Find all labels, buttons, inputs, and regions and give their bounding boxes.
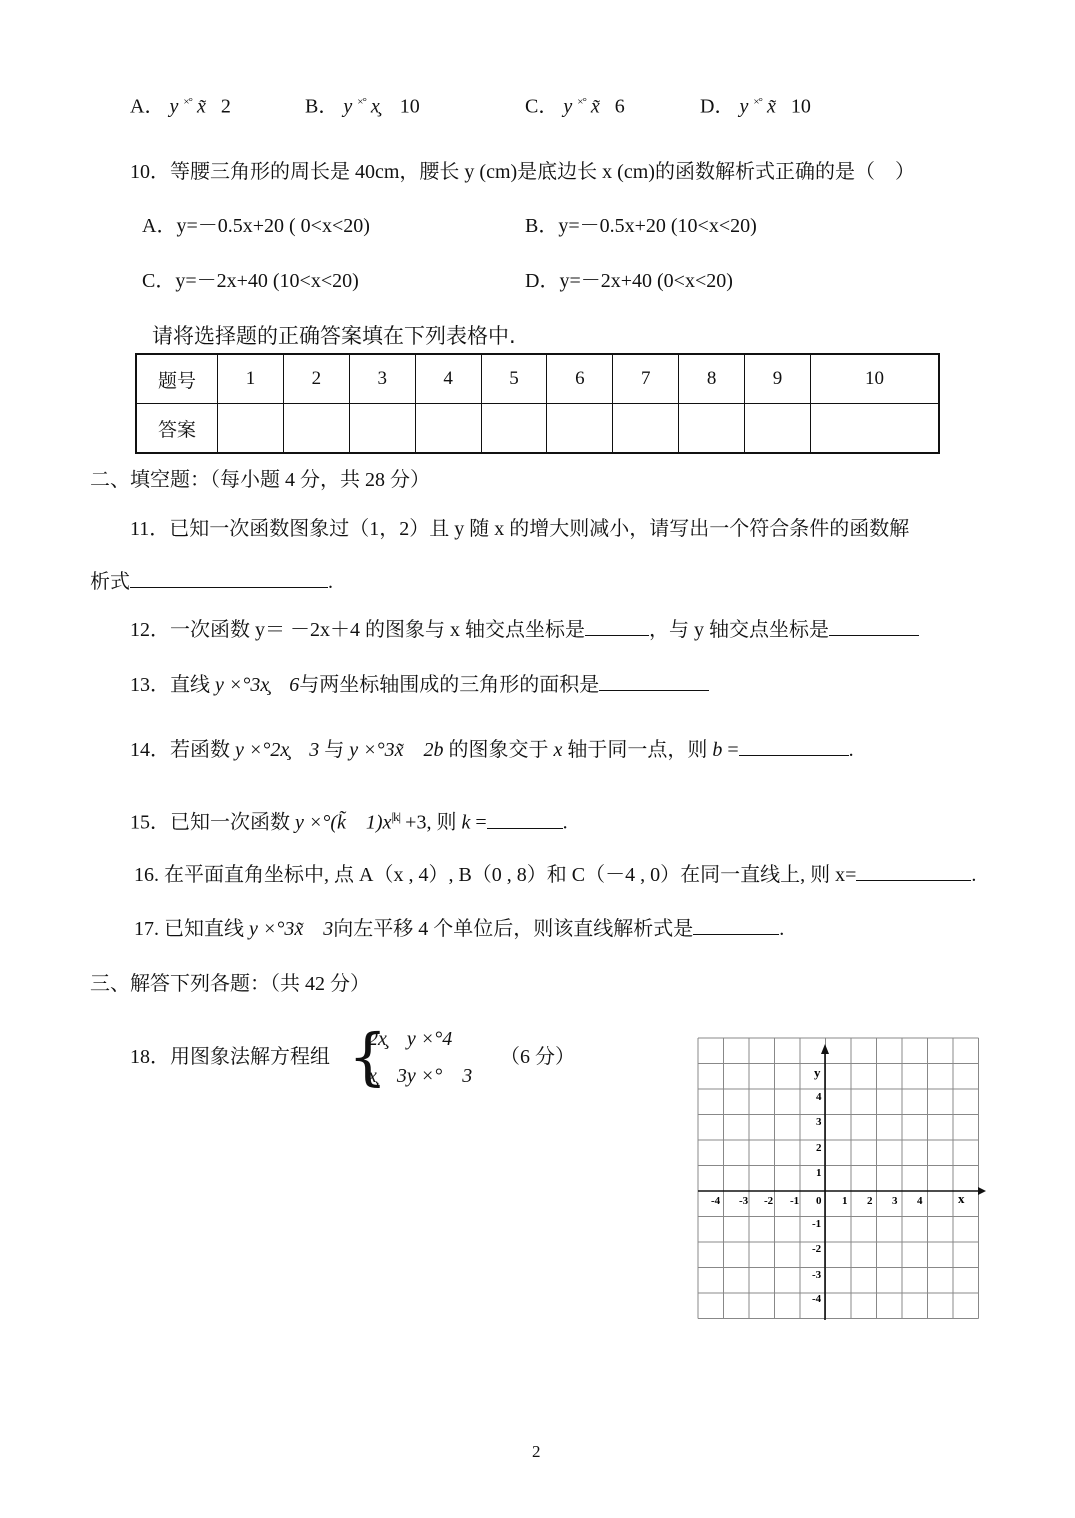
question-number-cell: 8 (679, 354, 745, 404)
q14-text: 14．若函数 (130, 739, 230, 761)
question-number-cell: 3 (349, 354, 415, 404)
x-tick-label: 0 (816, 1195, 822, 1207)
q17 (134, 914, 784, 941)
q16-text: 16. 在平面直角坐标中, 点 A（x , 4）, B（0 , 8）和 C（－4 , 0）在同一直线上, 则 x= (134, 864, 857, 886)
table-row (136, 354, 939, 404)
answer-cell[interactable] (349, 404, 415, 454)
math-var: x̧ (370, 95, 380, 118)
y-axis-arrow (821, 1044, 829, 1054)
question-number-cell: 2 (283, 354, 349, 404)
answer-blank[interactable] (829, 615, 919, 636)
math-var: x̃ (590, 95, 600, 118)
equals-sign: = (727, 739, 739, 761)
table-row (136, 404, 939, 454)
q10-option-d: D．y=－2x+40 (0<x<20) (525, 270, 733, 292)
q13-equation: y ×°3x̧ 6 (215, 674, 300, 696)
answer-cell[interactable] (283, 404, 349, 454)
answer-cell[interactable] (810, 404, 939, 454)
q10-stem: 10．等腰三角形的周长是 40cm，腰长 y (cm)是底边长 x (cm)的函数解析式正确的是（ ） (130, 161, 915, 183)
question-number-cell: 7 (613, 354, 679, 404)
q17-equation: y ×°3x̃ 3 (249, 918, 334, 940)
q11-text: 析式 (90, 571, 130, 593)
q13-text: 与两坐标轴围成的三角形的面积是 (299, 674, 600, 696)
x-tick-label: -1 (790, 1195, 800, 1207)
answer-blank[interactable] (693, 914, 779, 935)
question-number-cell: 6 (547, 354, 613, 404)
y-tick-label: -1 (812, 1218, 822, 1230)
option-label: A． (130, 95, 165, 118)
answer-blank[interactable] (585, 615, 649, 636)
x-axis-label: x (958, 1191, 965, 1206)
q17-text: 向左平移 4 个单位后，则该直线解析式是 (333, 918, 694, 940)
q13-text: 13．直线 (130, 674, 210, 696)
x-tick-label: 2 (867, 1195, 873, 1207)
q14-text: 与 (324, 739, 345, 761)
answer-cell[interactable] (415, 404, 481, 454)
math-number: 6 (614, 95, 625, 118)
answer-blank[interactable] (856, 860, 971, 881)
y-tick-label: -4 (812, 1293, 822, 1305)
answer-cell[interactable] (481, 404, 547, 454)
q9-option-b (305, 90, 420, 119)
math-var: b (712, 739, 723, 761)
left-brace: { (348, 1020, 388, 1093)
row-header: 题号 (136, 354, 218, 404)
q10-option-a: A．y=－0.5x+20 ( 0<x<20) (142, 215, 370, 237)
q18-points: （6 分） (500, 1046, 575, 1068)
math-var: y (343, 95, 353, 118)
q15-text: 15．已知一次函数 (130, 811, 290, 834)
math-var: k (461, 811, 471, 834)
q9-option-a (130, 90, 231, 119)
q10-option-b: B．y=－0.5x+20 (10<x<20) (525, 215, 757, 237)
q14-equation: y ×°3x̃ 2b (349, 739, 444, 761)
table-instruction: 请将选择题的正确答案填在下列表格中. (152, 324, 516, 348)
q17-text: 17. 已知直线 (134, 918, 244, 940)
period: . (971, 864, 977, 886)
row-header: 答案 (136, 404, 218, 454)
y-tick-label: -3 (812, 1269, 822, 1281)
math-number: 10 (399, 95, 420, 118)
q15-text: +3, 则 (405, 811, 457, 834)
answer-blank[interactable] (599, 670, 709, 691)
math-var: x̃ (196, 95, 206, 118)
answer-cell[interactable] (613, 404, 679, 454)
x-tick-label: -2 (764, 1195, 774, 1207)
x-tick-labels (711, 1195, 923, 1207)
option-label: D． (700, 95, 735, 118)
q15-equation: y ×°(k̃ 1)x (295, 811, 392, 834)
q11-line2 (90, 567, 333, 594)
coordinate-grid[interactable] (690, 1030, 990, 1325)
math-var: x̃ (766, 95, 776, 118)
option-label: B． (305, 95, 339, 118)
math-var: x (553, 739, 563, 761)
question-number-cell: 9 (745, 354, 811, 404)
q14-equation: y ×°2x̧ 3 (235, 739, 320, 761)
q9-option-c (525, 90, 625, 119)
question-number-cell: 5 (481, 354, 547, 404)
x-tick-label: 1 (842, 1195, 848, 1207)
option-label: C． (525, 95, 559, 118)
q14 (130, 735, 854, 762)
y-axis-label: y (814, 1065, 821, 1080)
x-tick-label: -4 (711, 1195, 721, 1207)
y-tick-label: -2 (812, 1243, 822, 1255)
answer-blank[interactable] (739, 735, 849, 756)
q9-option-d (700, 90, 811, 119)
section2-title: 二、填空题：（每小题 4 分，共 28 分） (90, 469, 430, 491)
answer-cell[interactable] (218, 404, 284, 454)
q15 (130, 805, 568, 835)
q13 (130, 670, 709, 697)
q12 (130, 615, 919, 642)
answer-blank[interactable] (130, 567, 328, 588)
math-number: 10 (790, 95, 811, 118)
q14-text: 轴于同一点，则 (567, 739, 708, 761)
x-tick-label: -3 (739, 1195, 749, 1207)
section3-title: 三、解答下列各题：（共 42 分） (90, 973, 370, 995)
math-number: 2 (220, 95, 231, 118)
q10-option-c: C．y=－2x+40 (10<x<20) (142, 270, 359, 292)
y-tick-label: 1 (816, 1167, 822, 1179)
period: . (779, 918, 785, 940)
answer-cell[interactable] (745, 404, 811, 454)
q18-equation-1: 2x̧ y ×°4 (368, 1028, 453, 1050)
page-number: 2 (532, 1442, 541, 1461)
math-symbol: ×° (357, 96, 366, 108)
answer-blank[interactable] (487, 808, 563, 829)
q16 (134, 860, 976, 887)
y-tick-label: 4 (816, 1091, 822, 1103)
y-tick-label: 2 (816, 1142, 822, 1154)
q14-text: 的图象交于 (448, 739, 549, 761)
answer-cell[interactable] (547, 404, 613, 454)
equals-sign: = (475, 811, 487, 834)
question-number-cell: 10 (810, 354, 939, 404)
period: . (562, 811, 568, 834)
math-symbol: ×° (183, 96, 192, 108)
q12-text: ，与 y 轴交点坐标是 (649, 619, 829, 641)
answer-table (135, 353, 940, 454)
math-var: y (563, 95, 573, 118)
grid-lines (698, 1038, 979, 1319)
math-var: y (169, 95, 179, 118)
x-tick-label: 3 (892, 1195, 898, 1207)
answer-cell[interactable] (679, 404, 745, 454)
y-tick-label: 3 (816, 1116, 822, 1128)
x-axis-arrow (978, 1187, 986, 1195)
period: . (328, 571, 333, 593)
period: . (848, 739, 854, 761)
math-var: y (739, 95, 749, 118)
exponent: |k| (391, 809, 401, 824)
q18-equation-2: x̧ 3y ×° 3 (368, 1065, 473, 1087)
q11-line1: 11．已知一次函数图象过（1，2）且 y 随 x 的增大则减小，请写出一个符合条件的函数解 (130, 518, 910, 540)
q18-text: 18．用图象法解方程组 (130, 1046, 330, 1068)
question-number-cell: 4 (415, 354, 481, 404)
math-symbol: ×° (577, 96, 586, 108)
math-symbol: ×° (753, 96, 762, 108)
q12-text: 12．一次函数 y＝ －2x＋4 的图象与 x 轴交点坐标是 (130, 619, 585, 641)
x-tick-label: 4 (917, 1195, 923, 1207)
question-number-cell: 1 (218, 354, 284, 404)
